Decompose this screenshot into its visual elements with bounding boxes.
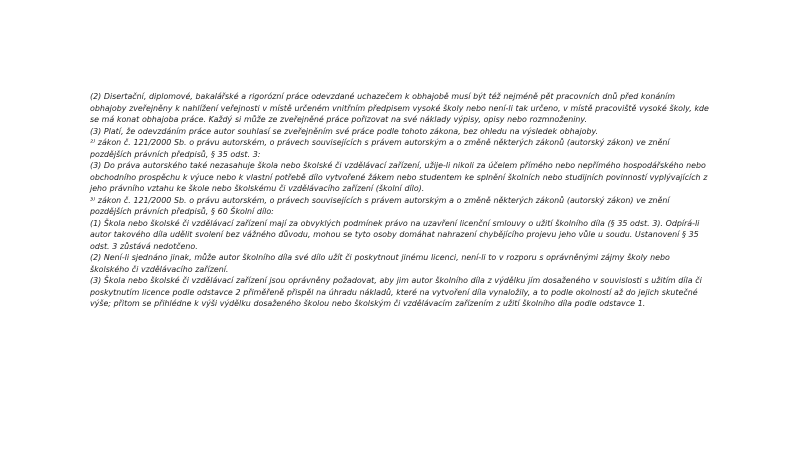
paragraph-thesis-publication: (2) Disertační, diplomové, bakalářské a rigorózní práce odevzdané uchazečem k obhajobě musí být též nejméně pět pracovních dnů před konáním obhajoby zveřejněny k nahlížení veřejnosti v místě určeném vnitřním předpisem vysoké školy nebo není-li tak určeno, v místě pracoviště vysoké školy, kde se má konat obhajoba práce. Každý si může ze zveřejněné práce pořizovat na své náklady výpisy, opisy nebo rozmnoženiny. [90, 92, 709, 124]
legal-text-block [90, 91, 710, 310]
paragraph-section-60-2: (2) Není-li sjednáno jinak, může autor školního díla své dílo užít či poskytnout jinému licenci, není-li to v rozporu s oprávněnými zájmy školy nebo školského či vzdělávacího zařízení. [90, 253, 670, 274]
footnote-2: ²⁾ zákon č. 121/2000 Sb. o právu autorském, o právech souvisejících s právem autorským a o změně některých zákonů (autorský zákon) ve znění pozdějších právních předpisů, § 35 odst. 3: [90, 138, 670, 159]
paragraph-section-60-3: (3) Škola nebo školské či vzdělávací zařízení jsou oprávněny požadovat, aby jim autor školního díla z výdělku jím dosaženého v souvislosti s užitím díla či poskytnutím licence podle odstavce 2 přiměřeně přispěl na úhradu nákladů, které na vytvoření díla vynaložily, a to podle okolností až do jejich skutečné výše; přitom se přihlédne k výši výdělku dosaženého školou nebo školským či vzdělávacím zařízením z užití školního díla podle odstavce 1. [90, 276, 702, 308]
footnote-3: ³⁾ zákon č. 121/2000 Sb. o právu autorském, o právech souvisejících s právem autorským a o změně některých zákonů (autorský zákon) ve znění pozdějších právních předpisů, § 60 Školní dílo: [90, 195, 670, 216]
paragraph-author-consent: (3) Platí, že odevzdáním práce autor souhlasí se zveřejněním své práce podle tohoto zákona, bez ohledu na výsledek obhajoby. [90, 126, 599, 136]
paragraph-section-35-3: (3) Do práva autorského také nezasahuje škola nebo školské či vzdělávací zařízení, užije-li nikoli za účelem přímého nebo nepřímého hospodářského nebo obchodního prospěchu k výuce nebo k vlastní potřebě dílo vytvořené žákem nebo studentem ke splnění školních nebo studijních povinností vyplývajících z jeho právního vztahu ke škole nebo školskému či vzdělávacího zařízení (školní dílo). [90, 161, 708, 193]
paragraph-section-60-1: (1) Škola nebo školské či vzdělávací zařízení mají za obvyklých podmínek právo na uzavření licenční smlouvy o užití školního díla (§ 35 odst. 3). Odpírá-li autor takového díla udělit svolení bez vážného důvodu, mohou se tyto osoby domáhat nahrazení chybějícího projevu jeho vůle u soudu. Ustanovení § 35 odst. 3 zůstává nedotčeno. [90, 218, 700, 251]
